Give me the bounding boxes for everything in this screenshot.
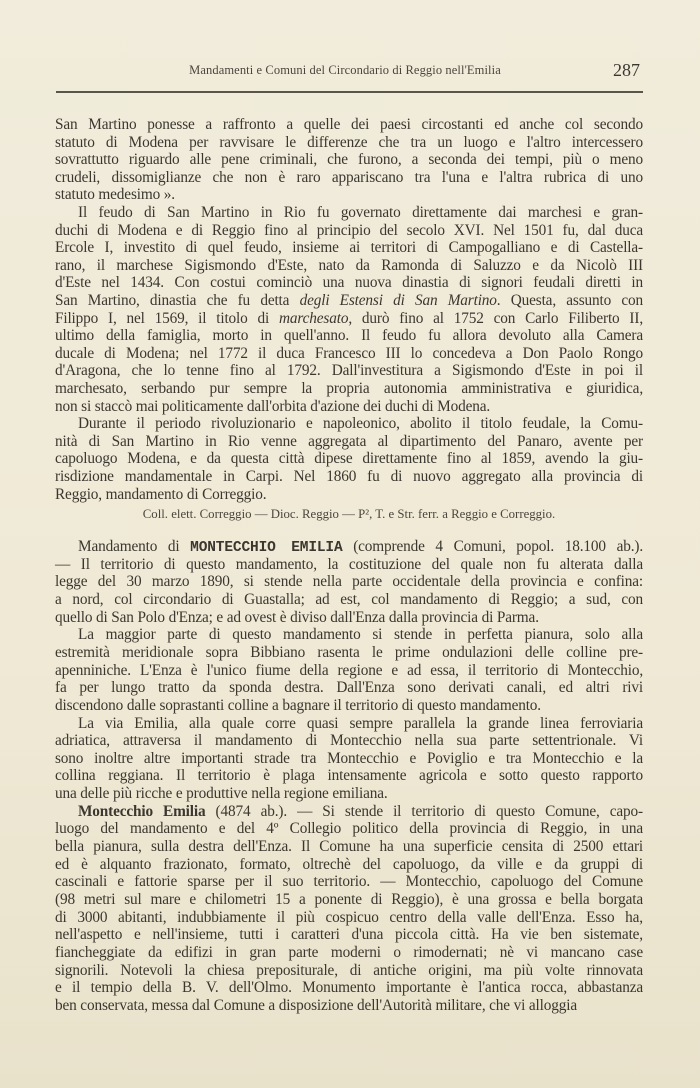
text-line: adriatica, attraversa il mandamento di Montecchio nella sua parte settentrionale. Vi	[55, 732, 643, 750]
italic-text: degli Estensi di San Martino	[299, 292, 497, 309]
text-line: nità di San Martino in Rio venne aggregata al dipartimento del Panaro, avente per	[55, 432, 643, 450]
text-line: quello di San Polo d'Enza; e ad ovest è diviso dall'Enza dalla provincia di Parma.	[55, 608, 539, 626]
text-segment: Filippo I, nel 1569, il titolo di	[55, 309, 280, 327]
text-line: rano, il marchese Sigismondo d'Este, nato da Ramonda di Saluzzo e da Nicolò III	[55, 256, 643, 274]
text-line: nell'aspetto e nell'insieme, tutti i caratteri d'una piccola città. Ha vie ben sistemate,	[55, 926, 643, 944]
text-line	[78, 538, 643, 556]
text-line: (98 metri sul mare e chilometri 15 a ponente di Reggio), è una grossa e bella borgata	[55, 891, 643, 908]
text-line: non si staccò mai politicamente dall'orbita d'azione dei duchi di Modena.	[55, 397, 491, 415]
text-segment: (comprende 4 Comuni, popol. 18.100 ab.).	[342, 538, 644, 555]
text-line: Reggio, mandamento di Correggio.	[55, 485, 267, 503]
text-segment: San Martino, dinastia che fu detta	[55, 292, 300, 309]
text-line	[55, 310, 643, 328]
text-line: Ercole I, investito di quel feudo, insieme ai territori di Campogalliano e di Castella-	[55, 239, 643, 257]
text-line: La maggior parte di questo mandamento si stende in perfetta pianura, solo alla	[78, 626, 643, 644]
text-line: ultimo della famiglia, morto in quell'anno. Il feudo fu allora devoluto alla Camera	[55, 327, 643, 345]
text-segment: (4874 ab.). — Si stende il territorio di questo Comune, capo-	[205, 802, 643, 820]
text-line	[55, 292, 643, 310]
text-line: collina reggiana. Il territorio è plaga intensamente agricola e sotto questo rapporto	[55, 767, 643, 785]
text-line: discendono dalle soprastanti colline a bagnare il territorio di questo mandamento.	[55, 696, 541, 714]
text-segment: , durò fino al 1752 con Carlo Filiberto II,	[348, 309, 643, 327]
text-line: risdizione mandamentale in Carpi. Nel 1860 fu di nuovo aggregato alla provincia di	[55, 468, 643, 485]
text-line: statuto medesimo ».	[55, 186, 175, 204]
text-line: duchi di Modena e di Reggio fino al principio del secolo XVI. Nel 1501 fu, dal duca	[55, 221, 643, 239]
text-line: Durante il periodo rivoluzionario e napoleonico, abolito il titolo feudale, la Comu-	[78, 415, 643, 433]
text-line: La via Emilia, alla quale corre quasi sempre parallela la grande linea ferroviaria	[78, 714, 643, 732]
text-line: d'Este nel 1434. Con costui cominciò una nuova dinastia di signori feudali diretti in	[55, 274, 643, 292]
text-line: signorili. Notevoli la chiesa prepositurale, di antiche origini, ma più volte rinnovata	[55, 961, 643, 979]
text-line: capoluogo Modena, e da questa città dipese direttamente fino al 1859, avendo la giu-	[55, 450, 643, 468]
text-line: a nord, col circondario di Guastalla; ad est, col mandamento di Reggio; a sud, con	[55, 590, 643, 608]
text-line: ben conservata, messa dal Comune a disposizione dell'Autorità militare, che vi alloggia	[55, 996, 577, 1014]
text-line: — Il territorio di questo mandamento, la costituzione del quale non fu alterata dalla	[55, 555, 643, 573]
text-line: estremità meridionale sopra Bibbiano rasenta le prime ondulazioni delle colline pre-	[55, 643, 643, 661]
text-line: bella pianura, sulla destra dell'Enza. Il Comune ha una superficie censita di 2500 ettari	[55, 838, 643, 856]
text-line: statuto di Modena per ravvisare le differenze che tra un luogo e l'altro intercessero	[55, 133, 643, 151]
electoral-info-line: Coll. elett. Correggio — Dioc. Reggio — P², T. e Str. ferr. a Reggio e Correggio.	[142, 507, 556, 521]
text-line: fa per lungo tratto da sponda destra. Dall'Enza sono derivati canali, ed altri rivi	[55, 679, 643, 697]
text-line: una delle più ricche e produttive nella regione emiliana.	[55, 785, 388, 803]
text-line: e il tempio della B. V. dell'Olmo. Monumento importante è l'antica rocca, abbastanza	[55, 979, 643, 997]
text-line: Il feudo di San Martino in Rio fu governato direttamente dai marchesi e gran-	[78, 204, 643, 221]
text-line: cascinali e fattorie sparse per il suo territorio. — Montecchio, capoluogo del Comune	[55, 873, 643, 891]
text-line: di 3000 abitanti, indubbiamente il più cospicuo centro della valle dell'Enza. Esso ha,	[55, 908, 643, 926]
bold-heading-text: MONTECCHIO EMILIA	[190, 540, 343, 556]
text-line: sovrattutto riguardo alle pene criminali, che furono, a seconda dei tempi, più o meno	[55, 151, 643, 169]
text-line: d'Aragona, che lo tenne fino al 1792. Dall'investitura a Sigismondo d'Este in poi il	[55, 362, 643, 380]
text-line: fiancheggiate da edifizi in gran parte moderni o rimodernati; nè vi mancano case	[55, 943, 643, 961]
bold-heading-text: Montecchio Emilia	[78, 802, 206, 820]
text-line: ducale di Modena; nel 1772 il duca Francesco III lo concedeva a Don Paolo Rongo	[55, 344, 643, 362]
text-line: San Martino ponesse a raffronto a quelle dei paesi circostanti ed anche col secondo	[55, 116, 643, 133]
running-header-title: Mandamenti e Comuni del Circondario di Reggio nell'Emilia	[189, 63, 501, 77]
page-number: 287	[613, 60, 640, 80]
text-line: luogo del mandamento e del 4º Collegio politico della provincia di Reggio, in una	[55, 820, 643, 838]
text-line: legge del 30 marzo 1890, si stende nella parte occidentale della provincia e confina:	[55, 573, 643, 591]
italic-text: marchesato	[279, 309, 349, 327]
text-segment: . Questa, assunto con	[496, 292, 643, 309]
text-line: sono inoltre altre importanti strade tra Montecchio e Poviglio e tra Montecchio e la	[55, 749, 643, 767]
text-line	[78, 803, 643, 821]
header-rule	[56, 91, 643, 93]
text-line: apenniniche. L'Enza è l'unico fiume della regione e ad essa, il territorio di Montecchio,	[55, 661, 643, 679]
text-segment: Mandamento di	[78, 538, 191, 555]
text-line: crudeli, dissomiglianze che non è raro appariscano tra l'una e l'altra rubrica di uno	[55, 168, 643, 186]
text-line: marchesato, serbando pur sempre la propria autonomia amministrativa e giuridica,	[55, 380, 643, 397]
text-line: ed è alquanto frazionato, formato, oltrechè del capoluogo, da ville e da gruppi di	[55, 855, 643, 873]
